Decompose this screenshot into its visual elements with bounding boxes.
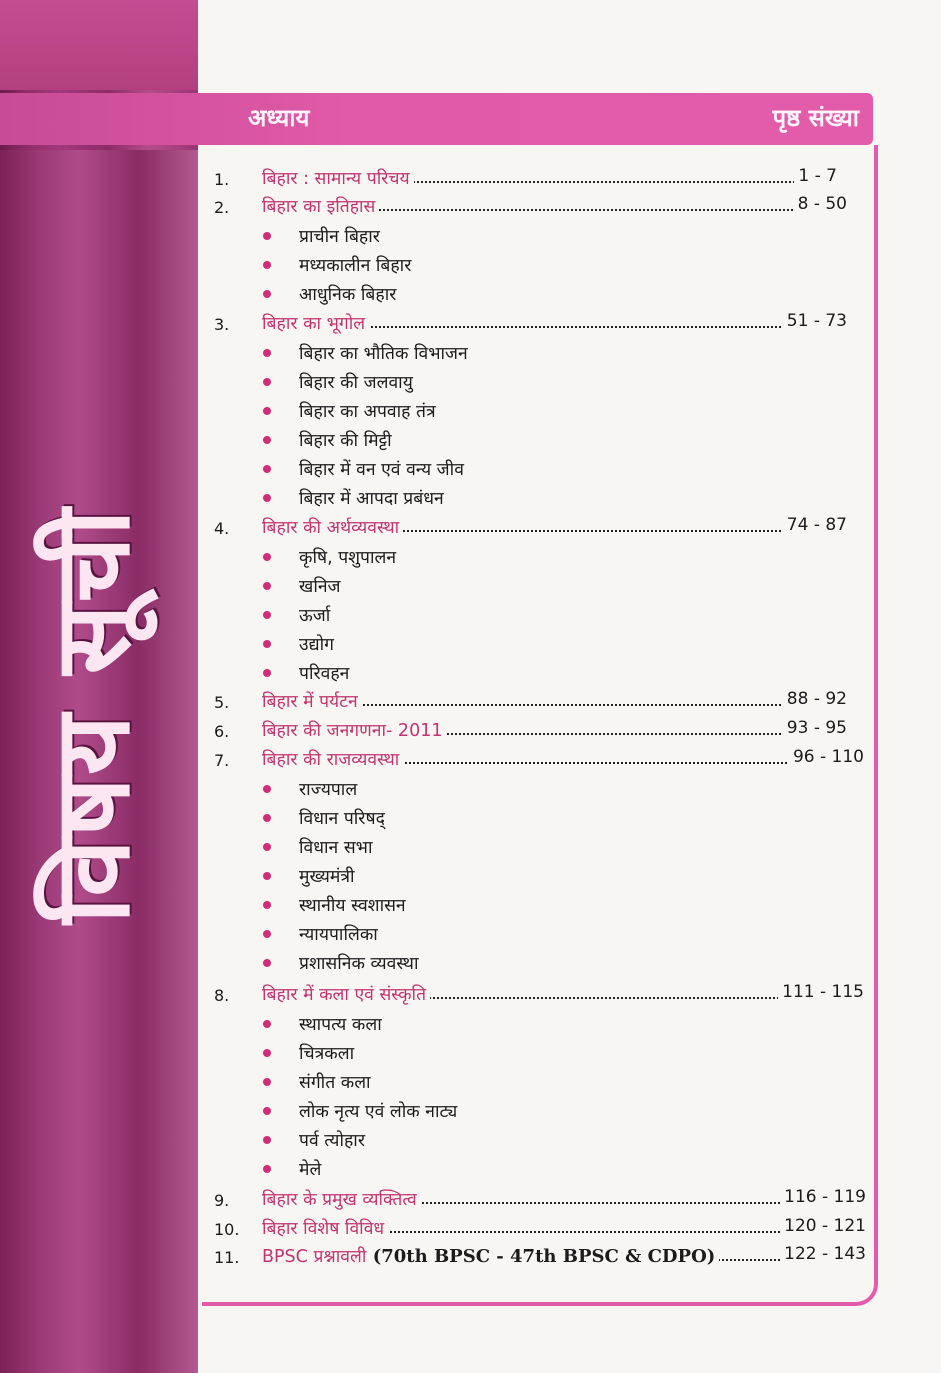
bullet-icon	[263, 349, 271, 357]
toc-subtopic	[0, 1157, 941, 1185]
toc-subtopic	[0, 545, 941, 573]
chapter-title	[262, 515, 403, 539]
toc-subtopic	[0, 864, 941, 892]
toc-chapter-row	[0, 1187, 941, 1215]
chapter-number: 8.	[214, 986, 230, 1005]
toc-subtopic	[0, 457, 941, 485]
subtopic-label: संगीत कला	[299, 1073, 371, 1093]
toc-subtopic	[0, 282, 941, 310]
toc-subtopic	[0, 399, 941, 427]
toc-chapter-row	[0, 689, 941, 717]
subtopic-label: बिहार में वन एवं वन्य जीव	[299, 460, 464, 480]
bullet-icon	[263, 232, 271, 240]
chapter-number: 4.	[214, 519, 230, 538]
toc-chapter-row	[0, 982, 941, 1010]
bullet-icon	[263, 494, 271, 502]
subtopic-label: बिहार की जलवायु	[299, 373, 413, 393]
toc-subtopic	[0, 777, 941, 805]
bullet-icon	[263, 378, 271, 386]
chapter-title	[262, 166, 414, 190]
bullet-icon	[263, 553, 271, 561]
toc-chapter-row	[0, 194, 941, 222]
chapter-number: 5.	[214, 693, 230, 712]
chapter-pages: 93 - 95	[783, 718, 847, 738]
toc-subtopic	[0, 951, 941, 979]
chapter-title-text: बिहार का इतिहास	[262, 197, 376, 217]
toc-subtopic	[0, 893, 941, 921]
bullet-icon	[263, 1136, 271, 1144]
toc-subtopic	[0, 428, 941, 456]
chapter-number: 7.	[214, 751, 230, 770]
chapter-pages: 116 - 119	[780, 1187, 866, 1207]
chapter-title	[262, 1216, 388, 1240]
chapter-title-text: BPSC प्रश्नावली	[262, 1247, 367, 1267]
toc-subtopic	[0, 253, 941, 281]
subtopic-label: विधान सभा	[299, 838, 373, 858]
chapter-pages: 8 - 50	[794, 194, 847, 214]
page-column-label: पृष्ठ संख्या	[772, 104, 859, 132]
chapter-title-text: बिहार की जनगणना- 2011	[262, 721, 443, 741]
toc-subtopic	[0, 806, 941, 834]
toc-chapter-row	[0, 1244, 941, 1272]
bullet-icon	[263, 872, 271, 880]
subtopic-label: स्थापत्य कला	[299, 1015, 382, 1035]
bullet-icon	[263, 640, 271, 648]
subtopic-label: लोक नृत्य एवं लोक नाट्य	[299, 1102, 458, 1122]
chapter-pages: 88 - 92	[783, 689, 847, 709]
subtopic-label: मध्यकालीन बिहार	[299, 256, 412, 276]
bullet-icon	[263, 814, 271, 822]
chapter-pages: 96 - 110	[789, 747, 864, 767]
subtopic-label: खनिज	[299, 577, 341, 597]
chapter-title	[262, 194, 379, 218]
bullet-icon	[263, 959, 271, 967]
toc-subtopic	[0, 574, 941, 602]
toc-subtopic	[0, 1012, 941, 1040]
subtopic-label: मुख्यमंत्री	[299, 867, 355, 887]
chapter-number: 9.	[214, 1191, 230, 1210]
bullet-icon	[263, 1107, 271, 1115]
bullet-icon	[263, 290, 271, 298]
chapter-title-text: बिहार में कला एवं संस्कृति	[262, 985, 427, 1005]
toc-subtopic	[0, 632, 941, 660]
side-band-top	[0, 0, 198, 90]
subtopic-label: पर्व त्योहार	[299, 1131, 365, 1151]
chapter-number: 6.	[214, 722, 230, 741]
subtopic-label: विधान परिषद्	[299, 809, 385, 829]
chapter-title	[262, 1244, 719, 1268]
chapter-title-text: बिहार की अर्थव्यवस्था	[262, 518, 400, 538]
subtopic-label: बिहार की मिट्टी	[299, 431, 392, 451]
bullet-icon	[263, 1049, 271, 1057]
subtopic-label: राज्यपाल	[299, 780, 358, 800]
chapter-title	[262, 311, 369, 335]
toc-chapter-row	[0, 166, 941, 194]
chapter-title-text: बिहार के प्रमुख व्यक्तित्व	[262, 1190, 417, 1210]
toc-subtopic	[0, 1070, 941, 1098]
chapter-title-extra: (70th BPSC - 47th BPSC & CDPO)	[366, 1246, 716, 1267]
chapter-title	[262, 718, 446, 742]
chapter-title	[262, 1187, 421, 1211]
subtopic-label: आधुनिक बिहार	[299, 285, 397, 305]
chapter-pages: 120 - 121	[780, 1216, 866, 1236]
toc-subtopic	[0, 835, 941, 863]
subtopic-label: परिवहन	[299, 664, 350, 684]
chapter-title	[262, 689, 362, 713]
toc-chapter-row	[0, 1216, 941, 1244]
chapter-column-label: अध्याय	[248, 104, 310, 132]
chapter-title-text: बिहार : सामान्य परिचय	[262, 169, 410, 189]
bullet-icon	[263, 901, 271, 909]
chapter-title	[262, 982, 430, 1006]
toc-chapter-row	[0, 311, 941, 339]
subtopic-label: प्राचीन बिहार	[299, 227, 380, 247]
toc-subtopic	[0, 1099, 941, 1127]
bullet-icon	[263, 1165, 271, 1173]
chapter-title-text: बिहार का भूगोल	[262, 314, 366, 334]
toc-header	[0, 93, 873, 145]
bullet-icon	[263, 930, 271, 938]
toc-subtopic	[0, 341, 941, 369]
toc-subtopic	[0, 1041, 941, 1069]
subtopic-label: बिहार में आपदा प्रबंधन	[299, 489, 444, 509]
toc-subtopic	[0, 486, 941, 514]
toc-chapter-row	[0, 515, 941, 543]
bullet-icon	[263, 407, 271, 415]
chapter-number: 2.	[214, 198, 230, 217]
subtopic-label: बिहार का अपवाह तंत्र	[299, 402, 436, 422]
chapter-number: 3.	[214, 315, 230, 334]
side-title-text: विषय सूची	[30, 506, 153, 924]
chapter-title-text: बिहार विशेष विविध	[262, 1219, 385, 1239]
subtopic-label: प्रशासनिक व्यवस्था	[299, 954, 419, 974]
bullet-icon	[263, 843, 271, 851]
bullet-icon	[263, 669, 271, 677]
bullet-icon	[263, 611, 271, 619]
bullet-icon	[263, 465, 271, 473]
chapter-pages: 74 - 87	[783, 515, 847, 535]
subtopic-label: ऊर्जा	[299, 606, 331, 626]
chapter-number: 1.	[214, 170, 230, 189]
subtopic-label: उद्योग	[299, 635, 334, 655]
chapter-number: 11.	[214, 1248, 240, 1267]
chapter-title-text: बिहार में पर्यटन	[262, 692, 358, 712]
toc-chapter-row	[0, 718, 941, 746]
chapter-pages: 111 - 115	[778, 982, 864, 1002]
chapter-pages: 122 - 143	[780, 1244, 866, 1264]
chapter-title	[262, 747, 403, 771]
bullet-icon	[263, 436, 271, 444]
bullet-icon	[263, 785, 271, 793]
toc-subtopic	[0, 370, 941, 398]
chapter-title-text: बिहार की राजव्यवस्था	[262, 750, 400, 770]
toc-subtopic	[0, 224, 941, 252]
subtopic-label: बिहार का भौतिक विभाजन	[299, 344, 468, 364]
subtopic-label: चित्रकला	[299, 1044, 355, 1064]
toc-subtopic	[0, 603, 941, 631]
chapter-pages: 1 - 7	[794, 166, 837, 186]
bullet-icon	[263, 1020, 271, 1028]
chapter-pages: 51 - 73	[783, 311, 847, 331]
toc-subtopic	[0, 922, 941, 950]
subtopic-label: कृषि, पशुपालन	[299, 548, 397, 568]
subtopic-label: स्थानीय स्वशासन	[299, 896, 406, 916]
toc-chapter-row	[0, 747, 941, 775]
bullet-icon	[263, 582, 271, 590]
chapter-number: 10.	[214, 1220, 240, 1239]
bullet-icon	[263, 261, 271, 269]
toc-subtopic	[0, 661, 941, 689]
bullet-icon	[263, 1078, 271, 1086]
toc-subtopic	[0, 1128, 941, 1156]
subtopic-label: न्यायपालिका	[299, 925, 378, 945]
subtopic-label: मेले	[299, 1160, 322, 1180]
